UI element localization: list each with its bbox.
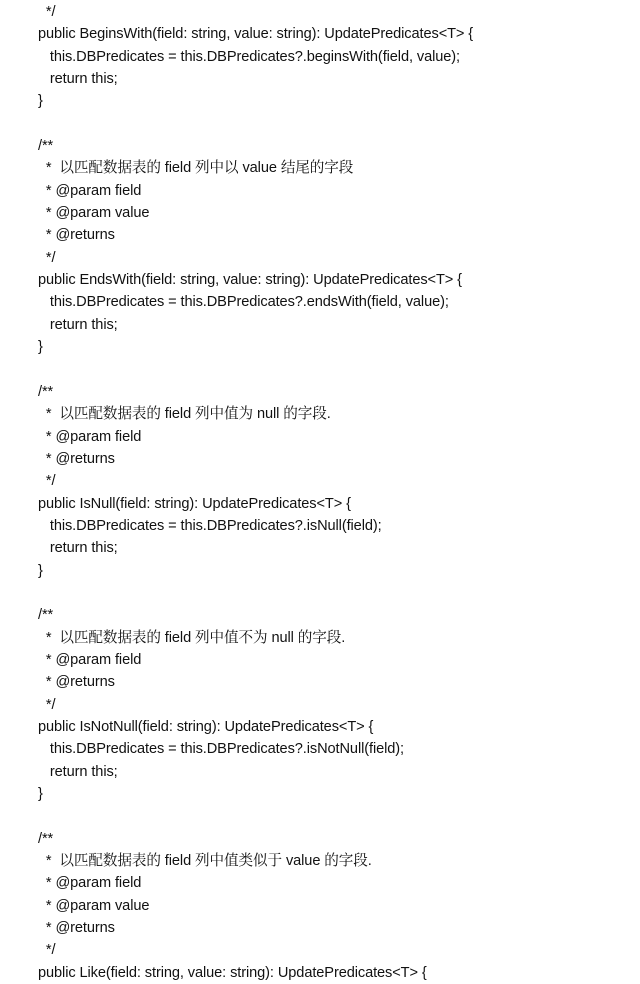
code-line: */ xyxy=(38,473,56,490)
code-block xyxy=(38,1,618,984)
code-line: /** xyxy=(38,830,54,847)
code-line: this.DBPredicates = this.DBPredicates?.endsWith(field, value); xyxy=(38,294,449,311)
code-line: return this; xyxy=(38,763,118,780)
code-line: this.DBPredicates = this.DBPredicates?.isNull(field); xyxy=(38,517,382,534)
code-line: return this; xyxy=(38,316,118,333)
code-line: * @returns xyxy=(38,450,115,467)
code-line: * @param field xyxy=(38,182,142,199)
code-line: public IsNotNull(field: string): UpdatePredicates<T> { xyxy=(38,719,374,735)
code-line: * @param value xyxy=(38,897,150,914)
code-line: } xyxy=(38,93,43,110)
code-line: /** xyxy=(38,607,54,624)
code-line: this.DBPredicates = this.DBPredicates?.beginsWith(field, value); xyxy=(38,48,460,65)
code-line: * 以匹配数据表的 field 列中值不为 null 的字段. xyxy=(38,629,346,646)
code-line: * @returns xyxy=(38,674,115,691)
code-line: return this; xyxy=(38,540,118,557)
code-line: */ xyxy=(38,696,56,713)
code-line: * 以匹配数据表的 field 列中以 value 结尾的字段 xyxy=(38,160,354,177)
code-line: } xyxy=(38,562,43,579)
code-line: * @param field xyxy=(38,875,142,892)
code-line: * 以匹配数据表的 field 列中值类似于 value 的字段. xyxy=(38,853,372,870)
code-line: * @returns xyxy=(38,920,115,937)
code-line: return this; xyxy=(38,71,118,88)
code-line: * @param field xyxy=(38,651,142,668)
code-line xyxy=(38,805,618,827)
code-line: /** xyxy=(38,383,54,400)
code-line: } xyxy=(38,786,43,803)
code-line: public EndsWith(field: string, value: string): UpdatePredicates<T> { xyxy=(38,272,462,289)
code-line xyxy=(38,582,618,604)
code-line: public BeginsWith(field: string, value: string): UpdatePredicates<T> { xyxy=(38,26,474,43)
code-line: * 以匹配数据表的 field 列中值为 null 的字段. xyxy=(38,406,331,423)
code-line: public Like(field: string, value: string): UpdatePredicates<T> { xyxy=(38,964,427,981)
code-line: * @param field xyxy=(38,428,142,445)
code-line: /** xyxy=(38,138,54,155)
code-line: this.DBPredicates = this.DBPredicates?.isNotNull(field); xyxy=(38,741,404,758)
code-line: */ xyxy=(38,4,56,20)
code-line: */ xyxy=(38,942,56,959)
code-line: * @param value xyxy=(38,205,150,222)
code-line: * @returns xyxy=(38,227,115,244)
code-line: public IsNull(field: string): UpdatePredicates<T> { xyxy=(38,495,351,512)
code-line: */ xyxy=(38,249,56,266)
code-line xyxy=(38,113,618,135)
code-line: } xyxy=(38,339,43,356)
code-line xyxy=(38,359,618,381)
